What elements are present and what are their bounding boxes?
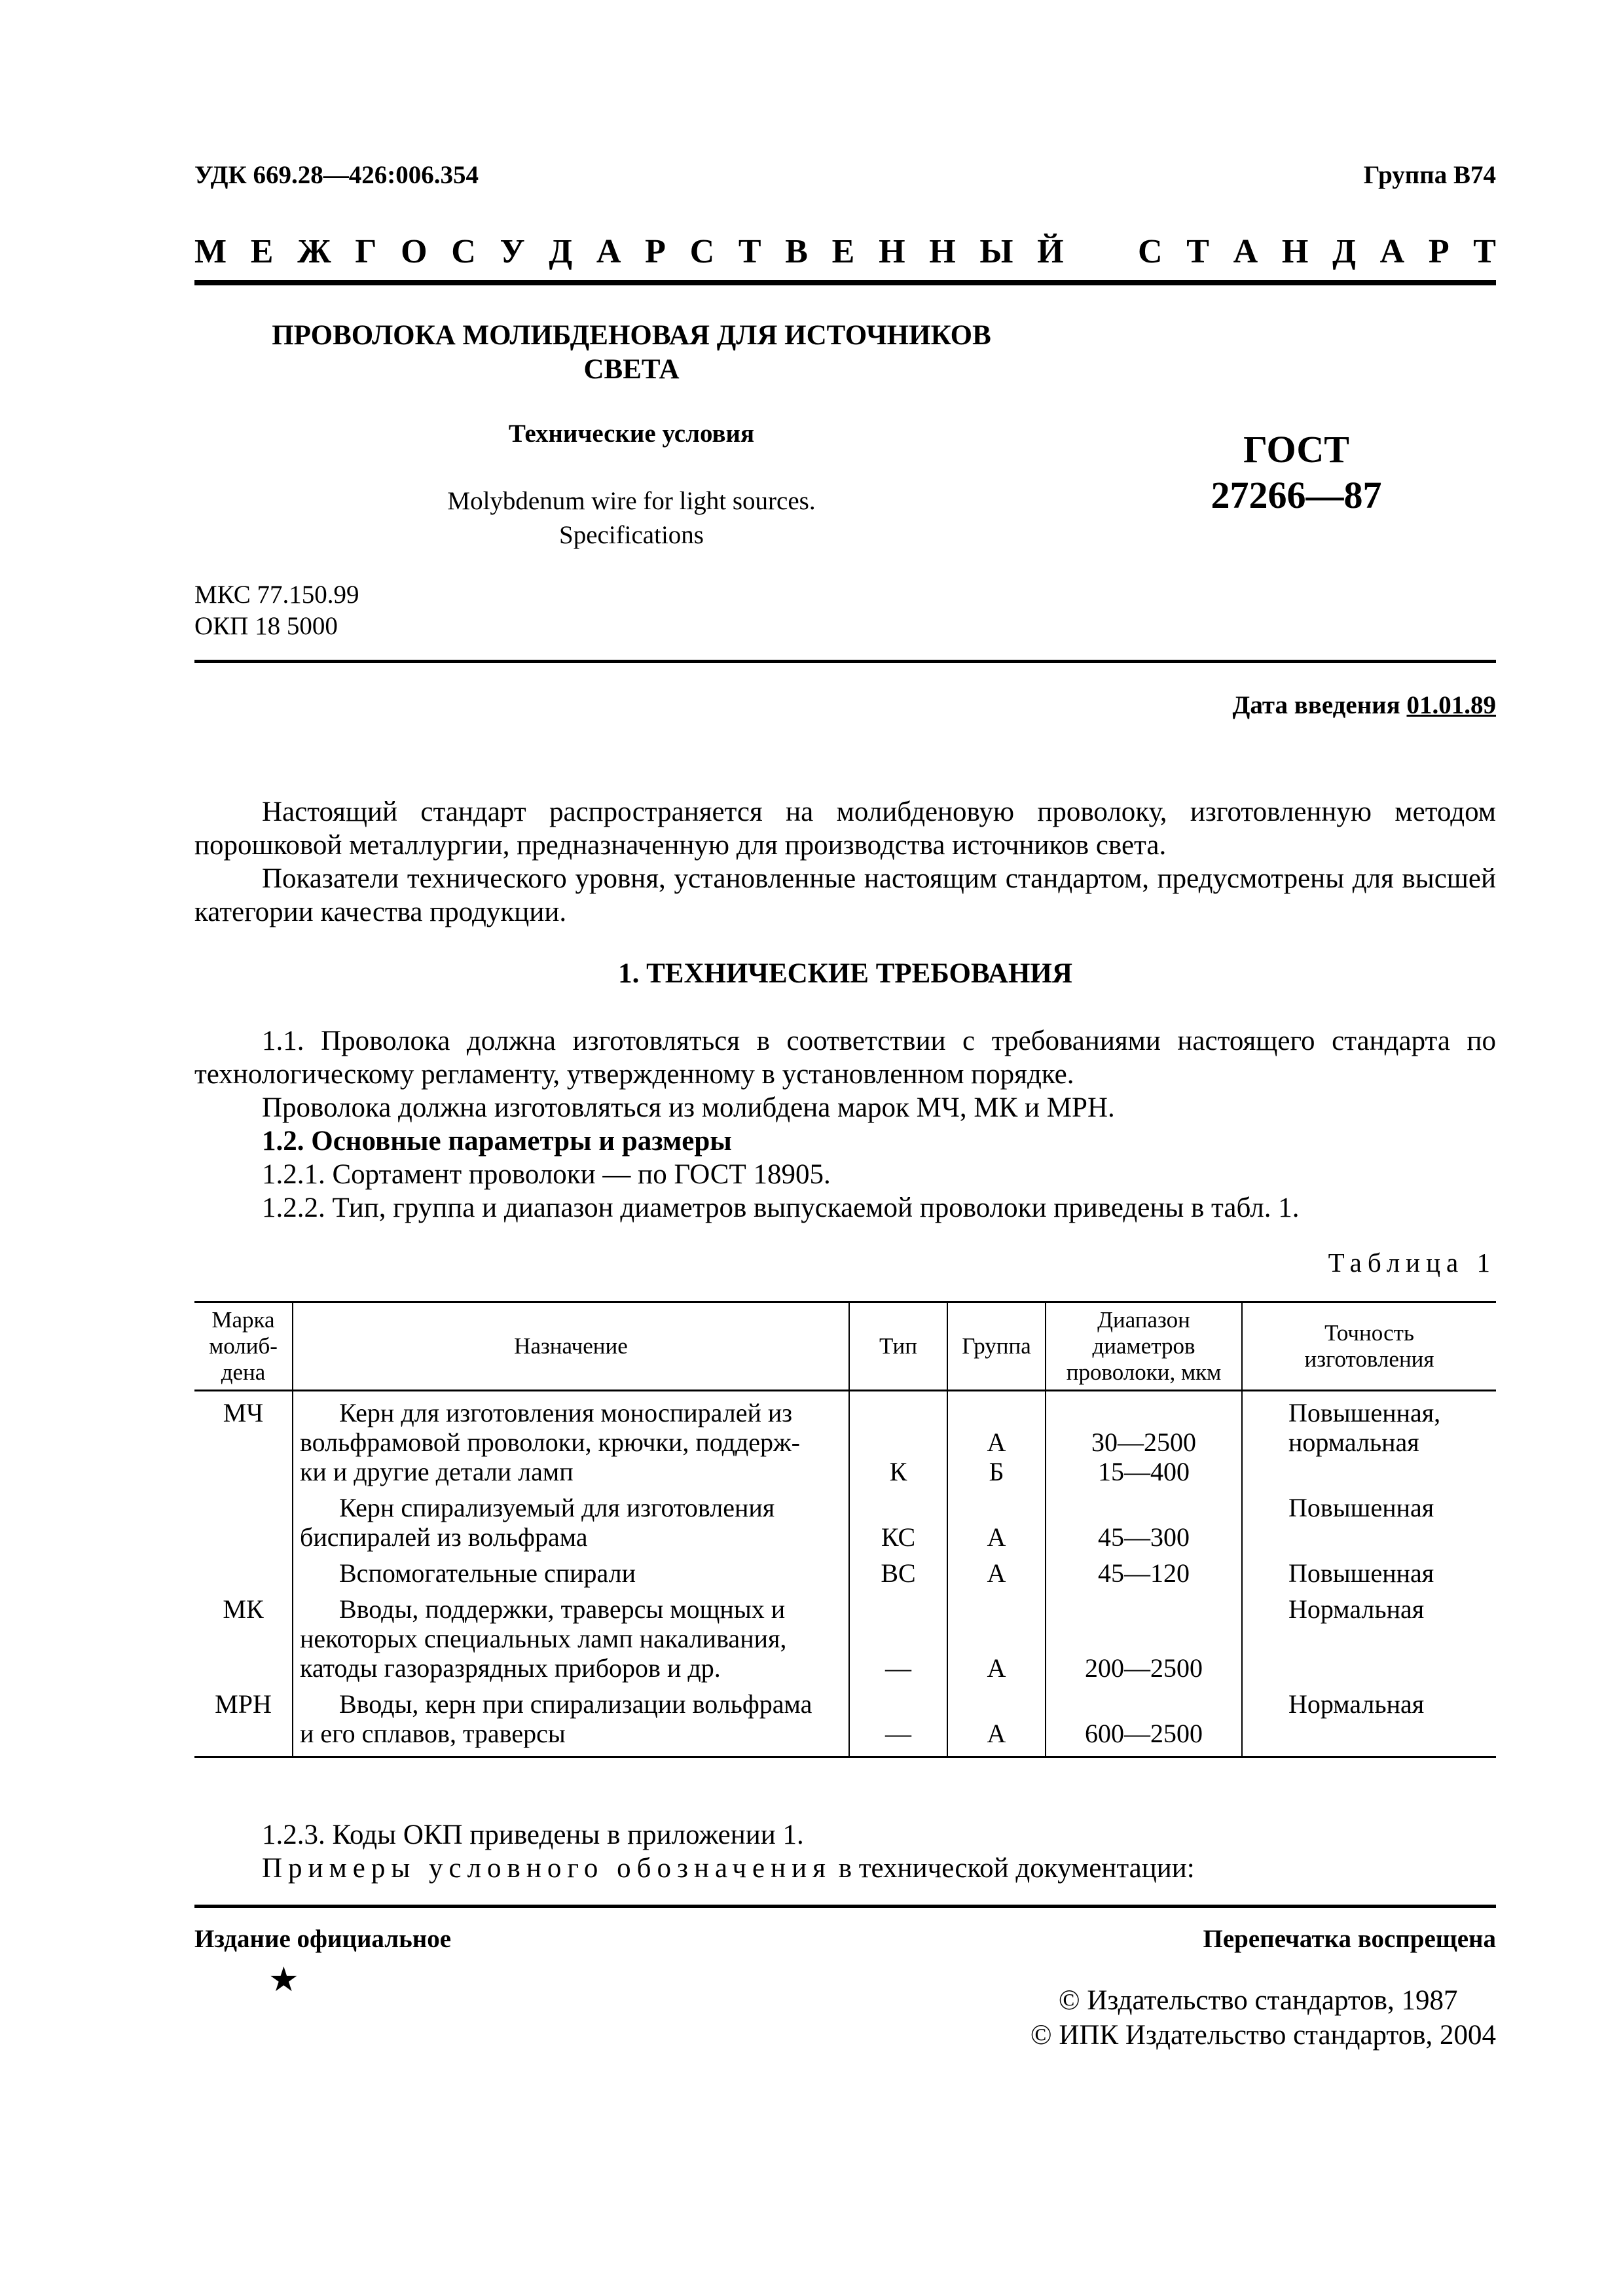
cell-accuracy: Нормальная — [1242, 1683, 1496, 1757]
banner-letter: Ж — [297, 233, 331, 270]
cell-type: — — [849, 1683, 947, 1757]
banner-letter: У — [500, 233, 525, 270]
cell-purpose — [293, 1486, 849, 1552]
cell-group-line: А — [987, 1427, 1006, 1457]
banner-letter: Т — [738, 233, 761, 270]
footer-rule — [194, 1905, 1496, 1908]
banner-rule — [194, 280, 1496, 285]
english-title-line-1: Molybdenum wire for light sources. — [447, 487, 816, 515]
cell-accuracy-line: Повышенная, — [1288, 1398, 1441, 1427]
table-row — [194, 1683, 1496, 1757]
classification-codes — [194, 579, 359, 642]
banner-letter: Й — [1037, 233, 1064, 270]
banner-letter: С — [689, 233, 715, 270]
cell-range — [1046, 1391, 1242, 1487]
header-mark — [194, 1302, 293, 1391]
clause-1-2-3: 1.2.3. Коды ОКП приведены в приложении 1. — [262, 1820, 804, 1850]
english-title-line-2: Specifications — [559, 521, 704, 549]
table-row — [194, 1588, 1496, 1683]
official-edition: Издание официальное — [194, 1925, 452, 1953]
cell-mark: МЧ — [223, 1398, 264, 1427]
cell-range: 600—2500 — [1046, 1683, 1242, 1757]
header-mark-line-2: молиб- — [209, 1333, 278, 1359]
interstate-standard-banner — [194, 232, 1496, 271]
header-accuracy-line-2: изготовления — [1304, 1346, 1434, 1372]
examples-spaced-text: Примеры условного обозначения — [262, 1853, 831, 1884]
cell-range: 45—120 — [1046, 1552, 1242, 1588]
clause-1-2-2: 1.2.2. Тип, группа и диапазон диаметров выпускаемой проволоки приведены в табл. 1. — [262, 1193, 1300, 1223]
clause-1-2: 1.2. Основные параметры и размеры — [262, 1126, 732, 1157]
table-header-row — [194, 1302, 1496, 1391]
section-1-heading: 1. ТЕХНИЧЕСКИЕ ТРЕБОВАНИЯ — [618, 958, 1072, 989]
copyright-2004: © ИПК Издательство стандартов, 2004 — [1030, 2020, 1496, 2051]
banner-word-gap — [1087, 232, 1114, 271]
cell-group: А — [947, 1683, 1046, 1757]
header-mark-line-1: Марка — [211, 1307, 275, 1333]
title-line-1: ПРОВОЛОКА МОЛИБДЕНОВАЯ ДЛЯ ИСТОЧНИКОВ — [272, 320, 991, 351]
banner-letter: С — [451, 233, 476, 270]
cell-accuracy: Повышенная — [1242, 1552, 1496, 1588]
cell-purpose — [293, 1391, 849, 1487]
banner-letter: Р — [645, 233, 666, 270]
cell-purpose-line: Керн для изготовления моноспиралей из — [339, 1398, 793, 1427]
banner-letter: Д — [549, 233, 573, 270]
banner-letter: С — [1138, 233, 1163, 270]
table-row — [194, 1391, 1496, 1487]
banner-letter: В — [785, 233, 808, 270]
cell-type: — — [849, 1588, 947, 1683]
cell-accuracy: Повышенная — [1242, 1486, 1496, 1552]
header-accuracy-line-1: Точность — [1324, 1320, 1414, 1346]
banner-letter: Р — [1428, 233, 1450, 270]
examples-line — [262, 1852, 1195, 1885]
banner-letter: Е — [831, 233, 855, 270]
banner-letter: О — [401, 233, 428, 270]
udk-code: УДК 669.28—426:006.354 — [194, 161, 479, 189]
copyright-1987: © Издательство стандартов, 1987 — [1058, 1985, 1458, 2016]
header-accuracy — [1242, 1302, 1496, 1391]
cell-range-line: 15—400 — [1098, 1457, 1190, 1486]
banner-letter: А — [1379, 233, 1405, 270]
cell-group — [947, 1391, 1046, 1487]
table-row — [194, 1552, 1496, 1588]
header-purpose: Назначение — [293, 1302, 849, 1391]
banner-letter: А — [596, 233, 621, 270]
star-icon: ★ — [268, 1962, 299, 1999]
table-1 — [194, 1301, 1496, 1758]
cell-purpose — [293, 1552, 849, 1588]
document-title — [194, 319, 1068, 387]
banner-letter: Ы — [979, 233, 1013, 270]
cell-range: 200—2500 — [1046, 1588, 1242, 1683]
copyright-block — [1030, 1983, 1496, 2053]
subtitle: Технические условия — [508, 420, 755, 448]
banner-letter: Н — [1281, 233, 1309, 270]
cell-purpose-line: некоторых специальных ламп накаливания, — [300, 1624, 787, 1653]
cell-group: А — [947, 1588, 1046, 1683]
introduction-date — [1233, 691, 1496, 720]
cell-purpose-line: Керн спирализуемый для изготовления — [339, 1493, 775, 1522]
examples-rest-text: в технической документации: — [831, 1853, 1195, 1884]
cell-mark — [194, 1552, 293, 1588]
cell-range-line: 30—2500 — [1091, 1427, 1196, 1457]
date-label: Дата введения — [1232, 691, 1400, 719]
intro-paragraph-1: Настоящий стандарт распространяется на молибденовую проволоку, изготовленную методом порошковой металлургии, предназначенную для производства источников света. — [194, 797, 1496, 861]
banner-letter: Д — [1332, 233, 1356, 270]
gost-label: ГОСТ — [1243, 428, 1349, 471]
banner-letter: Г — [355, 233, 377, 270]
header-group: Группа — [947, 1302, 1046, 1391]
cell-accuracy-line: нормальная — [1288, 1427, 1419, 1457]
cell-purpose-line: биспиралей из вольфрама — [300, 1522, 588, 1552]
cell-type: КС — [849, 1486, 947, 1552]
gost-number — [1172, 427, 1421, 518]
table-caption: Таблица 1 — [1328, 1247, 1496, 1278]
cell-accuracy: Нормальная — [1242, 1588, 1496, 1683]
cell-purpose-line: ки и другие детали ламп — [300, 1457, 574, 1486]
table-row — [194, 1486, 1496, 1552]
title-line-2: СВЕТА — [583, 354, 680, 385]
header-type: Тип — [849, 1302, 947, 1391]
mks-code: МКС 77.150.99 — [194, 581, 359, 609]
banner-letter: Н — [879, 233, 905, 270]
cell-purpose — [293, 1588, 849, 1683]
okp-code: ОКП 18 5000 — [194, 612, 338, 640]
banner-letter: М — [194, 233, 227, 270]
banner-letter: Т — [1473, 233, 1496, 270]
cell-group-line: Б — [989, 1457, 1004, 1486]
banner-letter: Т — [1186, 233, 1209, 270]
cell-purpose-line: катоды газоразрядных приборов и др. — [300, 1653, 721, 1683]
cell-purpose-line: и его сплавов, траверсы — [300, 1719, 566, 1748]
header-range-line-3: проволоки, мкм — [1066, 1359, 1222, 1385]
header-range — [1046, 1302, 1242, 1391]
clause-1-1: 1.1. Проволока должна изготовляться в соответствии с требованиями настоящего стандарта по технологическому регламенту, утвержденному в установленном порядке. — [194, 1026, 1496, 1090]
cell-group: А — [947, 1552, 1046, 1588]
cell-group: А — [947, 1486, 1046, 1552]
cell-range: 45—300 — [1046, 1486, 1242, 1552]
codes-rule — [194, 660, 1496, 663]
cell-purpose-line: вольфрамовой проволоки, крючки, поддерж- — [300, 1427, 801, 1457]
cell-type: К — [849, 1391, 947, 1487]
english-title — [194, 484, 1068, 552]
banner-letter: А — [1233, 233, 1258, 270]
cell-mark: МРН — [194, 1683, 293, 1757]
banner-letter: Н — [929, 233, 956, 270]
cell-purpose — [293, 1683, 849, 1757]
clause-1-1-grades: Проволока должна изготовляться из молибдена марок МЧ, МК и МРН. — [262, 1092, 1115, 1123]
cell-mark — [194, 1486, 293, 1552]
date-value: 01.01.89 — [1406, 691, 1496, 719]
header-mark-line-3: дена — [221, 1359, 266, 1385]
banner-letter: Е — [250, 233, 274, 270]
group-code: Группа В74 — [1363, 161, 1496, 189]
cell-mark: МК — [223, 1594, 264, 1624]
clause-1-2-1: 1.2.1. Сортамент проволоки — по ГОСТ 18905. — [262, 1159, 831, 1190]
cell-purpose-line: Вводы, поддержки, траверсы мощных и — [339, 1594, 786, 1624]
cell-type: ВС — [849, 1552, 947, 1588]
cell-purpose-line: Вводы, керн при спирализации вольфрама — [339, 1689, 812, 1719]
reprint-prohibited: Перепечатка воспрещена — [1203, 1925, 1496, 1953]
cell-purpose-line: Вспомогательные спирали — [339, 1558, 636, 1588]
header-range-line-2: диаметров — [1092, 1333, 1195, 1359]
header-range-line-1: Диапазон — [1097, 1307, 1190, 1333]
gost-code: 27266—87 — [1211, 474, 1382, 516]
cell-accuracy — [1242, 1391, 1496, 1487]
intro-paragraph-2: Показатели технического уровня, установленные настоящим стандартом, предусмотрены для высшей категории качества продукции. — [194, 863, 1496, 927]
